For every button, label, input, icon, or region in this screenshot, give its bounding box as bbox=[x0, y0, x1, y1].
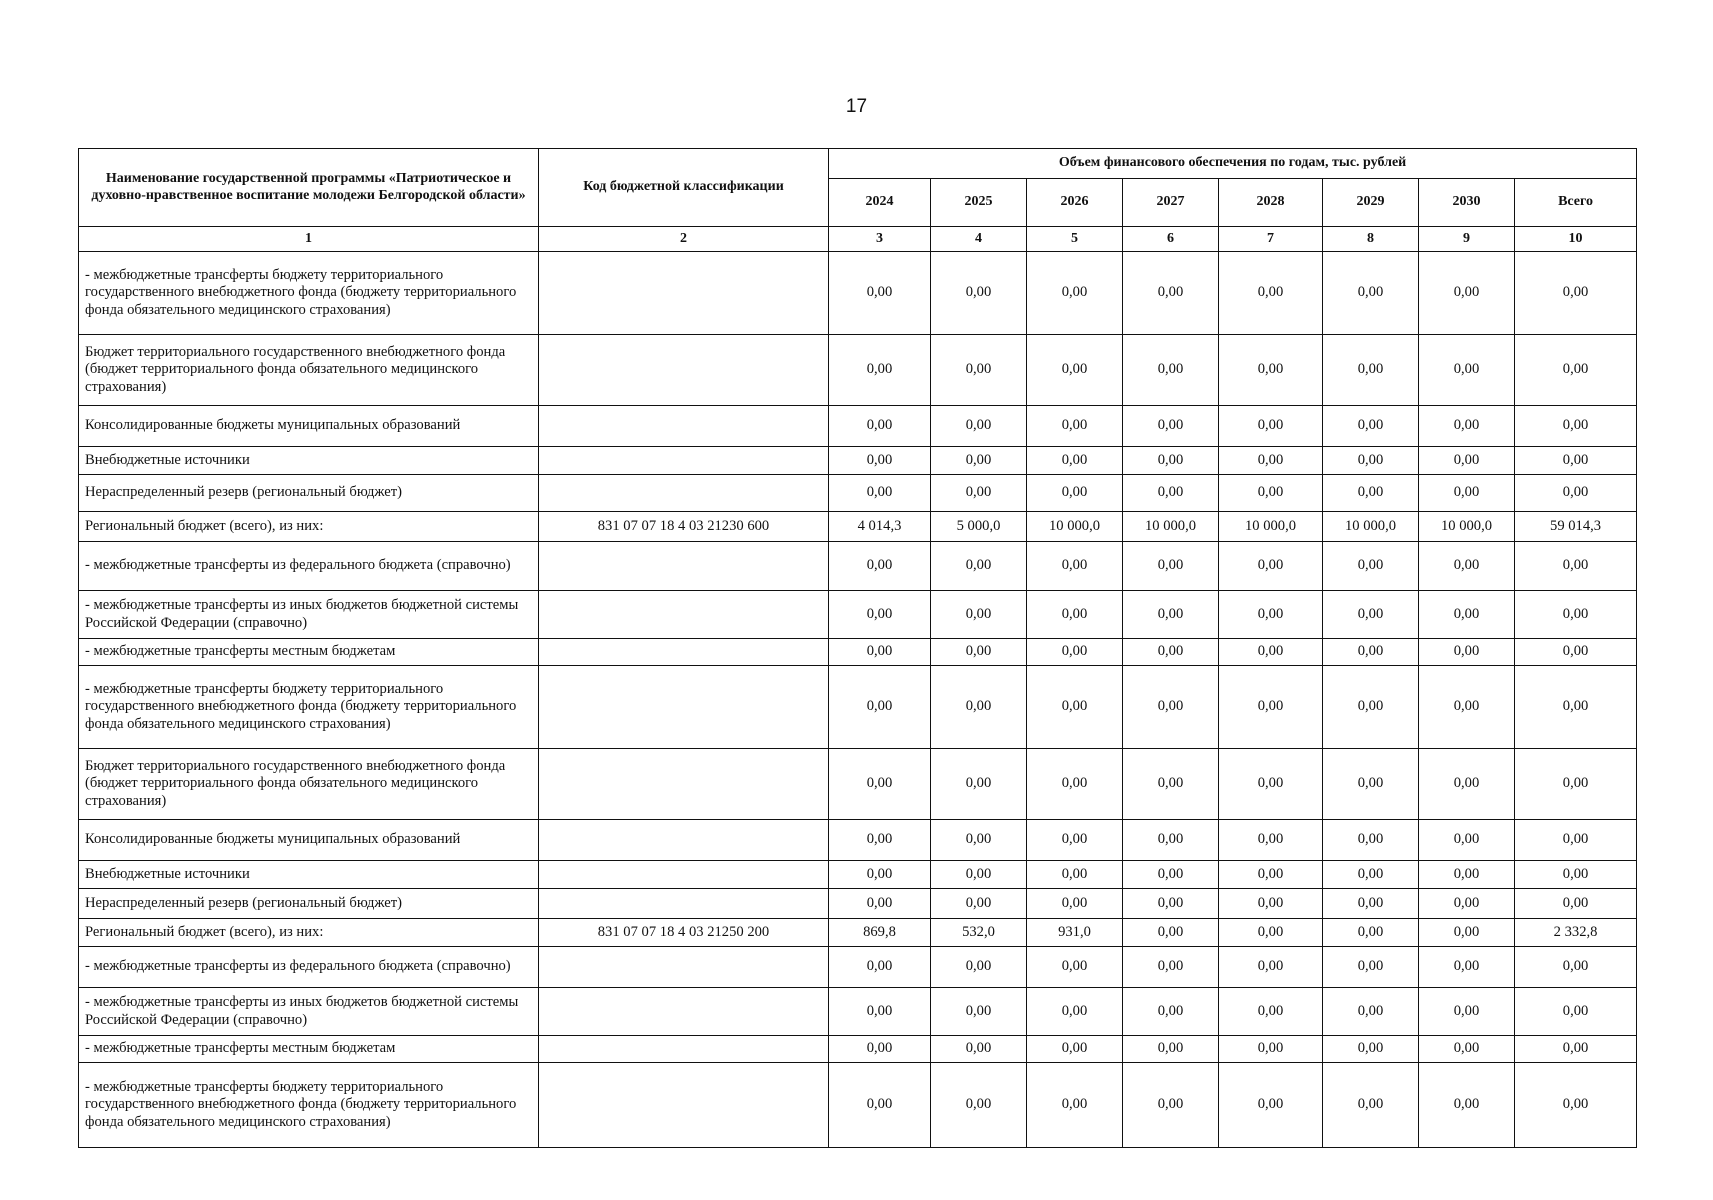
row-year-value: 0,00 bbox=[1123, 1036, 1219, 1063]
row-budget-code bbox=[539, 252, 829, 335]
row-year-value: 0,00 bbox=[829, 861, 931, 889]
row-budget-code bbox=[539, 639, 829, 666]
row-budget-code bbox=[539, 406, 829, 447]
row-year-value: 0,00 bbox=[1323, 666, 1419, 749]
row-total-value: 0,00 bbox=[1515, 1036, 1637, 1063]
row-year-value: 0,00 bbox=[1419, 639, 1515, 666]
row-year-value: 10 000,0 bbox=[1419, 512, 1515, 542]
row-year-value: 10 000,0 bbox=[1123, 512, 1219, 542]
row-year-value: 0,00 bbox=[1219, 749, 1323, 820]
row-year-value: 0,00 bbox=[1219, 447, 1323, 475]
row-budget-code bbox=[539, 947, 829, 988]
row-total-value: 0,00 bbox=[1515, 861, 1637, 889]
row-year-value: 0,00 bbox=[1123, 447, 1219, 475]
row-year-value: 0,00 bbox=[1123, 666, 1219, 749]
row-name: Консолидированные бюджеты муниципальных образований bbox=[79, 820, 539, 861]
row-year-value: 0,00 bbox=[931, 749, 1027, 820]
row-year-value: 0,00 bbox=[1123, 889, 1219, 919]
row-total-value: 0,00 bbox=[1515, 639, 1637, 666]
row-year-value: 0,00 bbox=[1219, 542, 1323, 591]
column-number: 4 bbox=[931, 227, 1027, 252]
row-year-value: 0,00 bbox=[1123, 749, 1219, 820]
row-year-value: 0,00 bbox=[1219, 591, 1323, 639]
row-year-value: 0,00 bbox=[829, 749, 931, 820]
row-year-value: 0,00 bbox=[1123, 252, 1219, 335]
row-year-value: 0,00 bbox=[1027, 447, 1123, 475]
row-budget-code: 831 07 07 18 4 03 21250 200 bbox=[539, 919, 829, 947]
row-year-value: 0,00 bbox=[931, 947, 1027, 988]
row-year-value: 0,00 bbox=[1419, 820, 1515, 861]
row-year-value: 0,00 bbox=[931, 1063, 1027, 1148]
table-row bbox=[79, 1036, 1637, 1063]
column-number: 2 bbox=[539, 227, 829, 252]
row-year-value: 0,00 bbox=[829, 1036, 931, 1063]
row-total-value: 0,00 bbox=[1515, 252, 1637, 335]
row-year-value: 0,00 bbox=[1323, 252, 1419, 335]
header-budget-code: Код бюджетной классификации bbox=[539, 149, 829, 227]
row-year-value: 0,00 bbox=[1027, 988, 1123, 1036]
row-name: Региональный бюджет (всего), из них: bbox=[79, 512, 539, 542]
row-year-value: 0,00 bbox=[1419, 1036, 1515, 1063]
row-budget-code bbox=[539, 591, 829, 639]
row-year-value: 0,00 bbox=[1323, 447, 1419, 475]
row-year-value: 0,00 bbox=[1027, 861, 1123, 889]
header-funding-group: Объем финансового обеспечения по годам, тыс. рублей bbox=[829, 149, 1637, 179]
row-year-value: 0,00 bbox=[1123, 988, 1219, 1036]
row-year-value: 0,00 bbox=[1123, 335, 1219, 406]
row-year-value: 0,00 bbox=[1123, 475, 1219, 512]
row-year-value: 0,00 bbox=[1419, 447, 1515, 475]
row-total-value: 2 332,8 bbox=[1515, 919, 1637, 947]
row-year-value: 0,00 bbox=[1219, 666, 1323, 749]
row-year-value: 0,00 bbox=[931, 639, 1027, 666]
row-year-value: 0,00 bbox=[1323, 335, 1419, 406]
row-year-value: 0,00 bbox=[1123, 542, 1219, 591]
row-year-value: 0,00 bbox=[931, 1036, 1027, 1063]
header-total: Всего bbox=[1515, 179, 1637, 227]
column-number: 3 bbox=[829, 227, 931, 252]
row-year-value: 0,00 bbox=[931, 447, 1027, 475]
table-row bbox=[79, 947, 1637, 988]
row-year-value: 0,00 bbox=[1219, 252, 1323, 335]
table-row bbox=[79, 861, 1637, 889]
row-total-value: 0,00 bbox=[1515, 591, 1637, 639]
row-year-value: 0,00 bbox=[931, 861, 1027, 889]
row-year-value: 0,00 bbox=[931, 820, 1027, 861]
row-budget-code bbox=[539, 447, 829, 475]
row-year-value: 0,00 bbox=[1419, 666, 1515, 749]
row-total-value: 0,00 bbox=[1515, 447, 1637, 475]
row-year-value: 0,00 bbox=[829, 542, 931, 591]
row-year-value: 10 000,0 bbox=[1323, 512, 1419, 542]
row-year-value: 0,00 bbox=[1323, 475, 1419, 512]
row-year-value: 0,00 bbox=[829, 252, 931, 335]
row-year-value: 0,00 bbox=[1323, 591, 1419, 639]
row-name: Консолидированные бюджеты муниципальных образований bbox=[79, 406, 539, 447]
column-number: 9 bbox=[1419, 227, 1515, 252]
row-year-value: 0,00 bbox=[931, 988, 1027, 1036]
table-row bbox=[79, 889, 1637, 919]
row-year-value: 0,00 bbox=[1323, 406, 1419, 447]
row-total-value: 0,00 bbox=[1515, 988, 1637, 1036]
row-year-value: 0,00 bbox=[1123, 919, 1219, 947]
row-total-value: 0,00 bbox=[1515, 542, 1637, 591]
header-year: 2029 bbox=[1323, 179, 1419, 227]
row-year-value: 0,00 bbox=[1123, 1063, 1219, 1148]
row-year-value: 0,00 bbox=[1219, 820, 1323, 861]
column-number: 10 bbox=[1515, 227, 1637, 252]
row-year-value: 0,00 bbox=[1419, 988, 1515, 1036]
row-budget-code bbox=[539, 475, 829, 512]
table-row bbox=[79, 542, 1637, 591]
row-year-value: 0,00 bbox=[1219, 889, 1323, 919]
row-year-value: 0,00 bbox=[829, 947, 931, 988]
row-name: Нераспределенный резерв (региональный бюджет) bbox=[79, 889, 539, 919]
row-year-value: 0,00 bbox=[1323, 919, 1419, 947]
row-budget-code bbox=[539, 335, 829, 406]
row-year-value: 869,8 bbox=[829, 919, 931, 947]
row-year-value: 0,00 bbox=[1323, 1063, 1419, 1148]
row-year-value: 0,00 bbox=[1419, 252, 1515, 335]
row-year-value: 0,00 bbox=[1123, 591, 1219, 639]
row-name: Региональный бюджет (всего), из них: bbox=[79, 919, 539, 947]
row-year-value: 0,00 bbox=[1323, 542, 1419, 591]
row-year-value: 0,00 bbox=[829, 406, 931, 447]
row-total-value: 0,00 bbox=[1515, 749, 1637, 820]
row-year-value: 0,00 bbox=[1419, 591, 1515, 639]
row-year-value: 0,00 bbox=[1419, 919, 1515, 947]
row-year-value: 0,00 bbox=[1123, 820, 1219, 861]
row-budget-code bbox=[539, 889, 829, 919]
row-year-value: 0,00 bbox=[1027, 639, 1123, 666]
row-total-value: 0,00 bbox=[1515, 406, 1637, 447]
row-year-value: 0,00 bbox=[1323, 1036, 1419, 1063]
row-year-value: 0,00 bbox=[1027, 1063, 1123, 1148]
row-name: Бюджет территориального государственного внебюджетного фонда (бюджет территориального фонда обязательного медицинского страхования) bbox=[79, 749, 539, 820]
row-year-value: 0,00 bbox=[829, 639, 931, 666]
row-budget-code bbox=[539, 1063, 829, 1148]
funding-table bbox=[78, 148, 1637, 1148]
table-row bbox=[79, 335, 1637, 406]
row-year-value: 0,00 bbox=[829, 988, 931, 1036]
row-year-value: 10 000,0 bbox=[1219, 512, 1323, 542]
table-row bbox=[79, 988, 1637, 1036]
row-year-value: 0,00 bbox=[1419, 542, 1515, 591]
row-year-value: 0,00 bbox=[1419, 749, 1515, 820]
column-number: 8 bbox=[1323, 227, 1419, 252]
column-number: 7 bbox=[1219, 227, 1323, 252]
table-row bbox=[79, 820, 1637, 861]
row-year-value: 4 014,3 bbox=[829, 512, 931, 542]
row-year-value: 0,00 bbox=[1219, 947, 1323, 988]
header-year: 2026 bbox=[1027, 179, 1123, 227]
row-year-value: 0,00 bbox=[1219, 335, 1323, 406]
row-name: Нераспределенный резерв (региональный бюджет) bbox=[79, 475, 539, 512]
header-program-name: Наименование государственной программы «Патриотическое и духовно-нравственное воспитание молодежи Белгородской области» bbox=[79, 149, 539, 227]
row-total-value: 0,00 bbox=[1515, 475, 1637, 512]
row-year-value: 0,00 bbox=[1219, 639, 1323, 666]
row-total-value: 0,00 bbox=[1515, 1063, 1637, 1148]
row-year-value: 0,00 bbox=[931, 475, 1027, 512]
header-year: 2024 bbox=[829, 179, 931, 227]
row-year-value: 0,00 bbox=[1123, 861, 1219, 889]
table-row bbox=[79, 1063, 1637, 1148]
row-year-value: 0,00 bbox=[931, 889, 1027, 919]
row-year-value: 0,00 bbox=[1323, 988, 1419, 1036]
row-budget-code bbox=[539, 542, 829, 591]
row-year-value: 0,00 bbox=[1219, 919, 1323, 947]
table-row bbox=[79, 919, 1637, 947]
row-year-value: 0,00 bbox=[1419, 335, 1515, 406]
row-year-value: 0,00 bbox=[931, 542, 1027, 591]
row-year-value: 0,00 bbox=[1219, 1063, 1323, 1148]
row-budget-code bbox=[539, 861, 829, 889]
row-year-value: 0,00 bbox=[1419, 475, 1515, 512]
row-name: - межбюджетные трансферты местным бюджетам bbox=[79, 1036, 539, 1063]
row-budget-code bbox=[539, 749, 829, 820]
row-year-value: 0,00 bbox=[1027, 666, 1123, 749]
row-year-value: 0,00 bbox=[1123, 639, 1219, 666]
row-year-value: 0,00 bbox=[1027, 475, 1123, 512]
row-year-value: 0,00 bbox=[829, 1063, 931, 1148]
table-body bbox=[79, 252, 1637, 1148]
row-total-value: 0,00 bbox=[1515, 947, 1637, 988]
table-row bbox=[79, 252, 1637, 335]
row-name: Внебюджетные источники bbox=[79, 861, 539, 889]
row-year-value: 0,00 bbox=[1419, 406, 1515, 447]
row-year-value: 0,00 bbox=[829, 889, 931, 919]
row-budget-code bbox=[539, 820, 829, 861]
row-year-value: 0,00 bbox=[1419, 861, 1515, 889]
header-year: 2027 bbox=[1123, 179, 1219, 227]
table-row bbox=[79, 447, 1637, 475]
row-year-value: 0,00 bbox=[1419, 889, 1515, 919]
row-year-value: 5 000,0 bbox=[931, 512, 1027, 542]
row-year-value: 0,00 bbox=[1323, 639, 1419, 666]
row-year-value: 0,00 bbox=[1323, 861, 1419, 889]
row-year-value: 931,0 bbox=[1027, 919, 1123, 947]
row-year-value: 0,00 bbox=[1123, 406, 1219, 447]
row-year-value: 0,00 bbox=[1419, 947, 1515, 988]
row-year-value: 0,00 bbox=[1219, 475, 1323, 512]
row-year-value: 0,00 bbox=[829, 475, 931, 512]
table-row bbox=[79, 666, 1637, 749]
header-year: 2025 bbox=[931, 179, 1027, 227]
row-year-value: 0,00 bbox=[1027, 335, 1123, 406]
row-name: - межбюджетные трансферты бюджету территориального государственного внебюджетного фонда (бюджету территориального фонда обязательного медицинского страхования) bbox=[79, 252, 539, 335]
row-year-value: 0,00 bbox=[1027, 947, 1123, 988]
row-name: - межбюджетные трансферты бюджету территориального государственного внебюджетного фонда (бюджету территориального фонда обязательного медицинского страхования) bbox=[79, 666, 539, 749]
row-year-value: 0,00 bbox=[829, 666, 931, 749]
row-name: - межбюджетные трансферты из федерального бюджета (справочно) bbox=[79, 947, 539, 988]
header-year: 2030 bbox=[1419, 179, 1515, 227]
row-name: Бюджет территориального государственного внебюджетного фонда (бюджет территориального фонда обязательного медицинского страхования) bbox=[79, 335, 539, 406]
row-year-value: 0,00 bbox=[829, 591, 931, 639]
row-budget-code bbox=[539, 666, 829, 749]
column-number: 5 bbox=[1027, 227, 1123, 252]
row-year-value: 0,00 bbox=[931, 591, 1027, 639]
row-budget-code bbox=[539, 988, 829, 1036]
row-year-value: 0,00 bbox=[1323, 749, 1419, 820]
row-year-value: 0,00 bbox=[1323, 820, 1419, 861]
row-year-value: 0,00 bbox=[829, 820, 931, 861]
row-year-value: 10 000,0 bbox=[1027, 512, 1123, 542]
row-budget-code: 831 07 07 18 4 03 21230 600 bbox=[539, 512, 829, 542]
row-year-value: 0,00 bbox=[1123, 947, 1219, 988]
column-number: 1 bbox=[79, 227, 539, 252]
row-year-value: 0,00 bbox=[1027, 591, 1123, 639]
row-name: - межбюджетные трансферты местным бюджетам bbox=[79, 639, 539, 666]
row-year-value: 532,0 bbox=[931, 919, 1027, 947]
row-name: - межбюджетные трансферты из иных бюджетов бюджетной системы Российской Федерации (справочно) bbox=[79, 988, 539, 1036]
column-number: 6 bbox=[1123, 227, 1219, 252]
row-name: Внебюджетные источники bbox=[79, 447, 539, 475]
row-total-value: 0,00 bbox=[1515, 889, 1637, 919]
table-row bbox=[79, 512, 1637, 542]
row-year-value: 0,00 bbox=[1419, 1063, 1515, 1148]
row-year-value: 0,00 bbox=[1027, 252, 1123, 335]
row-year-value: 0,00 bbox=[829, 447, 931, 475]
row-name: - межбюджетные трансферты из иных бюджетов бюджетной системы Российской Федерации (справочно) bbox=[79, 591, 539, 639]
table-row bbox=[79, 591, 1637, 639]
row-year-value: 0,00 bbox=[1219, 861, 1323, 889]
table-row bbox=[79, 475, 1637, 512]
table-row bbox=[79, 749, 1637, 820]
row-total-value: 0,00 bbox=[1515, 335, 1637, 406]
row-year-value: 0,00 bbox=[1027, 889, 1123, 919]
row-year-value: 0,00 bbox=[1219, 406, 1323, 447]
row-total-value: 0,00 bbox=[1515, 820, 1637, 861]
row-year-value: 0,00 bbox=[1027, 1036, 1123, 1063]
table-row bbox=[79, 406, 1637, 447]
header-year: 2028 bbox=[1219, 179, 1323, 227]
row-year-value: 0,00 bbox=[1323, 947, 1419, 988]
row-total-value: 0,00 bbox=[1515, 666, 1637, 749]
row-year-value: 0,00 bbox=[931, 666, 1027, 749]
row-total-value: 59 014,3 bbox=[1515, 512, 1637, 542]
row-year-value: 0,00 bbox=[1219, 1036, 1323, 1063]
row-name: - межбюджетные трансферты из федерального бюджета (справочно) bbox=[79, 542, 539, 591]
row-year-value: 0,00 bbox=[1027, 749, 1123, 820]
page-number: 17 bbox=[845, 96, 868, 117]
table-row bbox=[79, 639, 1637, 666]
row-year-value: 0,00 bbox=[1027, 820, 1123, 861]
row-name: - межбюджетные трансферты бюджету территориального государственного внебюджетного фонда (бюджету территориального фонда обязательного медицинского страхования) bbox=[79, 1063, 539, 1148]
row-year-value: 0,00 bbox=[931, 335, 1027, 406]
row-budget-code bbox=[539, 1036, 829, 1063]
row-year-value: 0,00 bbox=[829, 335, 931, 406]
row-year-value: 0,00 bbox=[1027, 542, 1123, 591]
row-year-value: 0,00 bbox=[1027, 406, 1123, 447]
row-year-value: 0,00 bbox=[1219, 988, 1323, 1036]
row-year-value: 0,00 bbox=[931, 252, 1027, 335]
row-year-value: 0,00 bbox=[1323, 889, 1419, 919]
row-year-value: 0,00 bbox=[931, 406, 1027, 447]
